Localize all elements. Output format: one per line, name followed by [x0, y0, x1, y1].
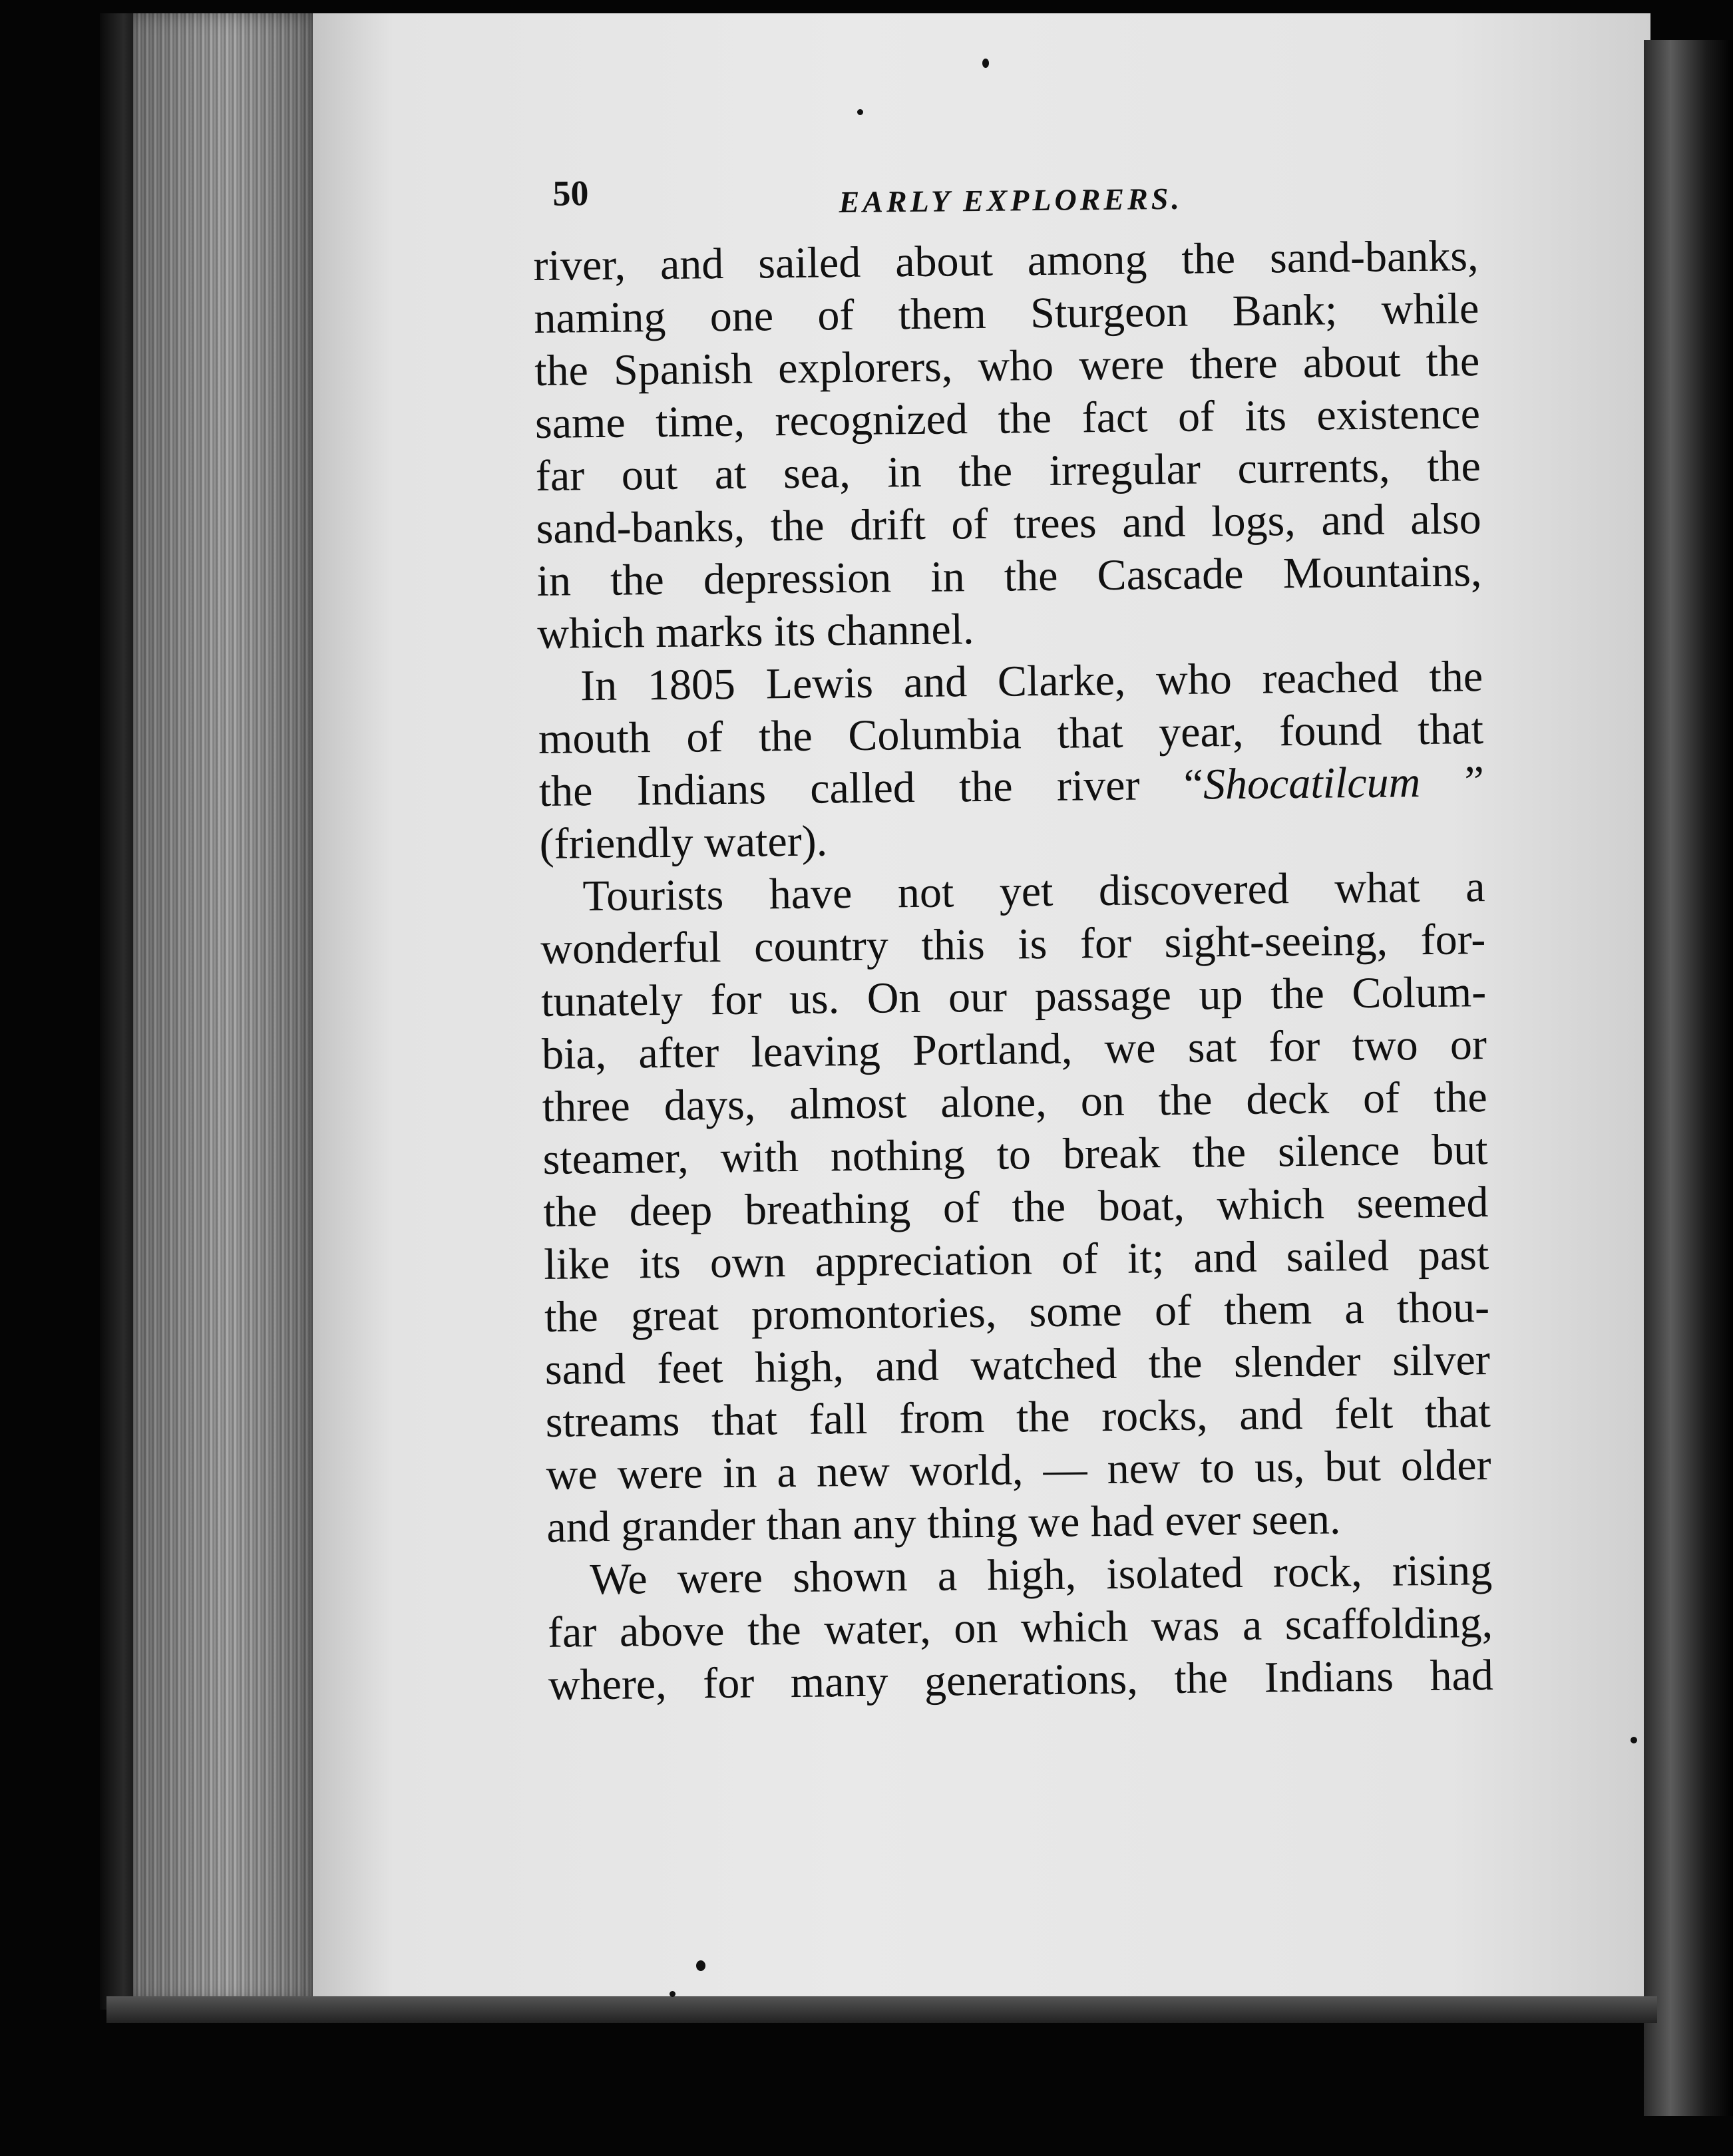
italic-word: Shocatilcum — [1203, 758, 1421, 809]
text-line: steamer, with nothing to break the silence but — [542, 1125, 1488, 1184]
paragraph-1 — [533, 230, 1483, 660]
text-line: sand-banks, the drift of trees and logs, and also — [536, 494, 1482, 553]
page-text — [532, 156, 1493, 1711]
text-line: naming one of them Sturgeon Bank; while — [534, 284, 1479, 343]
text-line: like its own appreciation of it; and sailed past — [543, 1230, 1489, 1289]
text-line: and grander than any thing we had ever seen. — [546, 1495, 1341, 1552]
facing-page-shadow — [1644, 40, 1733, 2116]
text-fragment: ” — [1420, 757, 1485, 807]
running-title: EARLY EXPLORERS. — [839, 181, 1183, 220]
text-line: streams that fall from the rocks, and felt that — [545, 1388, 1491, 1447]
text-line: we were in a new world, — new to us, but older — [546, 1441, 1491, 1499]
text-line: river, and sailed about among the sand-banks, — [533, 232, 1479, 290]
text-line: in the depression in the Cascade Mountains, — [536, 547, 1482, 606]
paragraph-3 — [540, 860, 1492, 1554]
text-line: bia, after leaving Portland, we sat for two or — [541, 1020, 1487, 1079]
text-line: the great promontories, some of them a thou- — [544, 1283, 1490, 1342]
book-bottom-edge — [106, 1996, 1657, 2023]
text-fragment: the Indians called the river “ — [538, 760, 1204, 816]
text-line: far out at sea, in the irregular currents, the — [535, 442, 1481, 500]
text-line-with-italic — [538, 755, 1484, 818]
scan-speck — [857, 109, 863, 115]
page-edges-stack — [133, 13, 326, 2003]
text-line: tunately for us. On our passage up the Colum- — [540, 968, 1487, 1026]
page-number: 50 — [552, 173, 589, 214]
text-line: We were shown a high, isolated rock, rising — [589, 1546, 1493, 1604]
paragraph-4 — [547, 1544, 1493, 1711]
text-line: the Spanish explorers, who were there about the — [534, 337, 1480, 395]
text-line: mouth of the Columbia that year, found that — [538, 705, 1484, 763]
text-line: same time, recognized the fact of its existence — [534, 389, 1481, 448]
paragraph-2 — [538, 650, 1485, 870]
text-line: sand feet high, and watched the slender silver — [544, 1336, 1491, 1394]
scan-speck — [1631, 1737, 1637, 1743]
text-line: the deep breathing of the boat, which seemed — [543, 1178, 1489, 1236]
text-line: three days, almost alone, on the deck of the — [542, 1073, 1488, 1131]
scan-speck — [696, 1960, 705, 1971]
text-line: where, for many generations, the Indians had — [548, 1651, 1494, 1709]
text-line: Tourists have not yet discovered what a — [582, 862, 1485, 921]
text-line: In 1805 Lewis and Clarke, who reached the — [580, 652, 1483, 711]
text-line: (friendly water). — [539, 816, 828, 868]
text-line: wonderful country this is for sight-seeing, for- — [540, 915, 1486, 974]
text-line: far above the water, on which was a scaffolding, — [547, 1598, 1493, 1657]
scan-speck — [670, 1991, 675, 1997]
scan-speck — [982, 59, 989, 68]
running-head — [532, 156, 1478, 240]
text-line: which marks its channel. — [536, 605, 974, 658]
